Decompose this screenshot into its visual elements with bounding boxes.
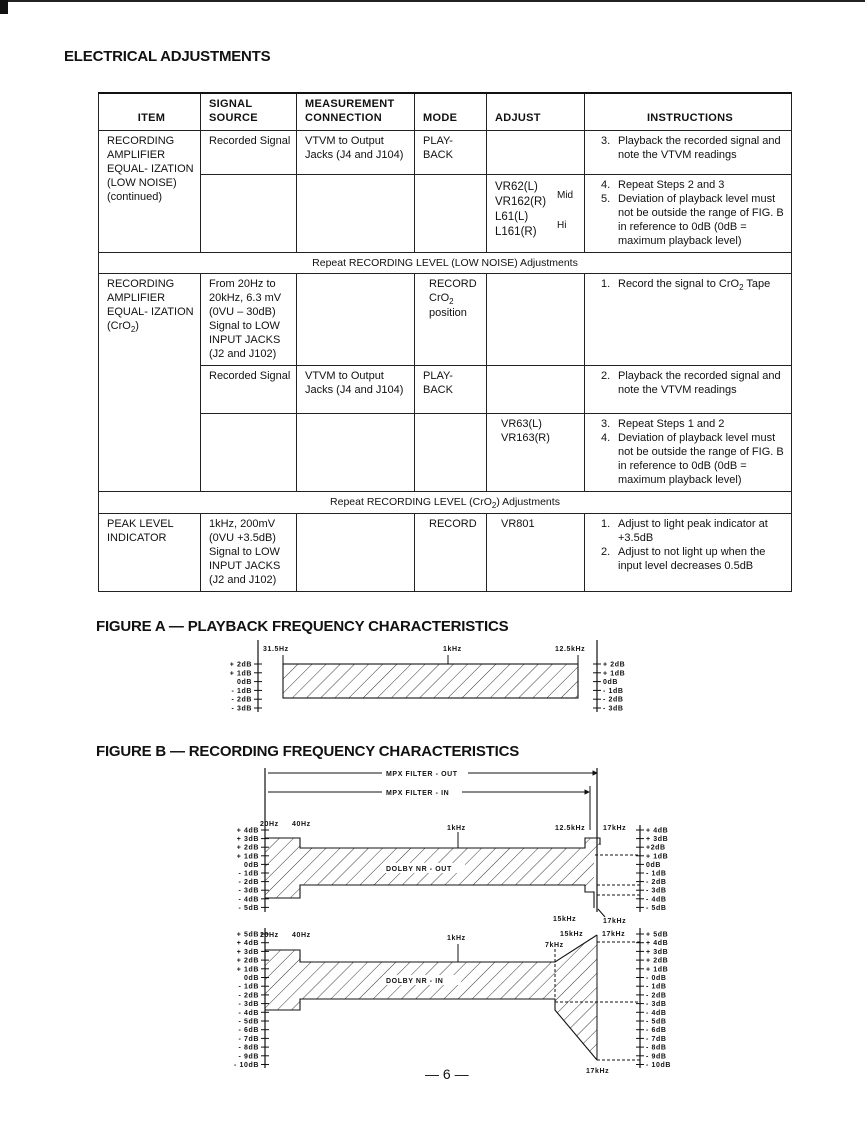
instruction-number: 1. (601, 518, 611, 530)
db-scale-label: - 5dB (646, 1018, 667, 1026)
db-scale-label: 0dB (243, 861, 259, 869)
hi-flag: Hi (557, 220, 567, 231)
repeat-subscript: 2 (491, 501, 497, 510)
mpx-out-label: MPX FILTER - OUT (386, 771, 458, 778)
db-scale-label: + 5dB (646, 931, 669, 939)
db-scale-label: - 10dB (646, 1062, 671, 1069)
db-scale-label: + 3dB (646, 948, 669, 956)
db-scale-label: - 8dB (646, 1044, 667, 1052)
db-scale-label: +2dB (646, 844, 666, 852)
db-scale-label: - 9dB (238, 1053, 259, 1061)
db-scale-label: - 2dB (238, 992, 259, 1000)
instruction-text: Deviation of playback level must not be outside the range of FIG. B in reference to 0dB (0dB = maximum playback level) (618, 193, 784, 247)
source-cell: 1kHz, 200mV (0VU +3.5dB) Signal to LOW INPUT JACKS (J2 and J102) (201, 514, 297, 592)
db-scale-label: + 1dB (236, 966, 259, 974)
db-scale-label: + 4dB (646, 940, 669, 948)
measurement-cell: VTVM to Output Jacks (J4 and J104) (297, 366, 415, 414)
header-instructions: INSTRUCTIONS (585, 93, 792, 131)
db-scale-label: - 6dB (238, 1027, 259, 1035)
fig-a-freq-label: 31.5Hz (263, 646, 289, 653)
bot-band-fill (265, 935, 597, 1060)
bot-bottom-freq: 17kHz (586, 1068, 610, 1075)
db-scale-label: - 3dB (646, 887, 667, 895)
db-scale-label: - 8dB (238, 1044, 259, 1052)
mode-text-end: position (429, 307, 467, 319)
instruction-text-end: Tape (743, 278, 771, 290)
instruction-number: 4. (601, 432, 611, 444)
measurement-cell: VTVM to Output Jacks (J4 and J104) (297, 131, 415, 175)
db-scale-label: - 1dB (238, 983, 259, 991)
db-scale-label: - 5dB (238, 904, 259, 912)
db-scale-label: + 3dB (236, 948, 259, 956)
item-text-end: ) (135, 320, 139, 332)
top-lower-limit (265, 885, 594, 908)
item-text: RECORDING AMPLIFIER EQUAL- IZATION (CrO (107, 278, 194, 332)
db-scale-label: + 1dB (646, 853, 669, 861)
instruction-subscript: 2 (739, 283, 744, 292)
instruction-text: Repeat Steps 2 and 3 (618, 179, 725, 191)
mode-subscript: 2 (449, 297, 454, 306)
figure-b-title: FIGURE B — RECORDING FREQUENCY CHARACTERISTICS (96, 743, 520, 760)
db-scale-label: - 4dB (646, 1009, 667, 1017)
db-scale-label: - 2dB (646, 879, 667, 887)
adjust-hi-coils: L61(L) L161(R) (495, 211, 537, 238)
db-scale-label: - 2dB (231, 696, 252, 704)
db-scale-label: - 2dB (646, 992, 667, 1000)
top-bottom-freq: 15kHz (553, 916, 577, 923)
db-scale-label: - 3dB (238, 1001, 259, 1009)
db-scale-label: 0dB (236, 679, 252, 687)
db-scale-label: + 3dB (236, 836, 259, 844)
fig-a-freq-label: 1kHz (443, 646, 462, 653)
repeat-text: Repeat RECORDING LEVEL (CrO (330, 496, 492, 508)
db-scale-label: - 3dB (646, 1001, 667, 1009)
db-scale-label: + 1dB (229, 670, 252, 678)
db-scale-label: - 2dB (238, 879, 259, 887)
section-title: ELECTRICAL ADJUSTMENTS (64, 48, 271, 65)
db-scale-label: 0dB (646, 861, 662, 869)
instruction-number: 3. (601, 135, 611, 147)
db-scale-label: - 2dB (603, 696, 624, 704)
mpx-in-label: MPX FILTER - IN (386, 790, 450, 797)
db-scale-label: 0dB (603, 679, 619, 687)
db-scale-label: - 4dB (238, 896, 259, 904)
page-number: — 6 — (425, 1066, 469, 1082)
item-cell: RECORDING AMPLIFIER EQUAL- IZATION (LOW NOISE) (continued) (99, 131, 201, 253)
fig-a-freq-label: 12.5kHz (555, 646, 586, 653)
db-scale-label: - 1dB (231, 687, 252, 695)
db-scale-label: - 1dB (646, 870, 667, 878)
mode-cell: PLAY- BACK (415, 366, 487, 414)
bot-freq-label: 17kHz (602, 931, 626, 938)
instruction-number: 1. (601, 278, 611, 290)
mode-text: RECORD CrO (429, 278, 477, 304)
figure-a-title: FIGURE A — PLAYBACK FREQUENCY CHARACTERISTICS (96, 618, 509, 635)
bot-lower-limit (265, 999, 597, 1060)
db-scale-label: + 1dB (646, 966, 669, 974)
mid-flag: Mid (557, 190, 574, 201)
instruction-number: 2. (601, 546, 611, 558)
db-scale-label: 0dB (243, 975, 259, 982)
top-freq-label: 12.5kHz (555, 825, 586, 832)
db-scale-label: + 4dB (646, 827, 669, 835)
db-scale-label: + 4dB (236, 827, 259, 835)
instruction-text: Repeat Steps 1 and 2 (618, 418, 725, 430)
bot-freq-label: 40Hz (292, 932, 311, 939)
repeat-text-end: ) Adjustments (496, 496, 560, 508)
db-scale-label: + 2dB (229, 661, 252, 669)
db-scale-label: + 2dB (646, 957, 669, 965)
db-scale-label: + 1dB (236, 853, 259, 861)
figure-a-chart (230, 640, 626, 713)
source-cell: From 20Hz to 20kHz, 6.3 mV (0VU – 30dB) Signal to LOW INPUT JACKS (J2 and J102) (201, 274, 297, 366)
instruction-text: Playback the recorded signal and note the VTVM readings (618, 370, 781, 396)
header-adjust: ADJUST (487, 93, 585, 131)
db-scale-label: + 3dB (646, 836, 669, 844)
adjust-text: VR63(L) VR163(R) (501, 418, 550, 444)
instruction-text: Playback the recorded signal and note the VTVM readings (618, 135, 781, 161)
header-measurement: MEASUREMENT CONNECTION (297, 93, 415, 131)
db-scale-label: + 5dB (236, 931, 259, 939)
db-scale-label: - 7dB (238, 1035, 259, 1043)
mode-cell: RECORD (415, 514, 487, 592)
fig-a-tolerance-band (283, 664, 578, 698)
bot-freq-label: 1kHz (447, 935, 466, 942)
db-scale-label: - 0dB (646, 975, 667, 982)
instruction-text: Deviation of playback level must not be outside the range of FIG. B in reference to 0dB (0dB = maximum playback level) (618, 432, 784, 486)
db-scale-label: + 2dB (236, 844, 259, 852)
bot-freq-label: 20Hz (260, 932, 279, 939)
db-scale-label: - 3dB (603, 705, 624, 713)
instruction-text: Adjust to not light up when the input level decreases 0.5dB (618, 546, 766, 572)
db-scale-label: + 4dB (236, 940, 259, 948)
db-scale-label: - 6dB (646, 1027, 667, 1035)
db-scale-label: - 4dB (238, 1009, 259, 1017)
top-freq-label: 1kHz (447, 825, 466, 832)
source-cell: Recorded Signal (201, 131, 297, 175)
instruction-text: Record the signal to CrO (618, 278, 740, 290)
instruction-number: 2. (601, 370, 611, 382)
db-scale-label: - 3dB (231, 705, 252, 713)
top-upper-limit (265, 838, 600, 848)
db-scale-label: + 2dB (603, 661, 626, 669)
instruction-number: 5. (601, 193, 611, 205)
item-cell: PEAK LEVEL INDICATOR (99, 514, 201, 592)
db-scale-label: - 7dB (646, 1035, 667, 1043)
instruction-number: 3. (601, 418, 611, 430)
db-scale-label: + 1dB (603, 670, 626, 678)
db-scale-label: - 4dB (646, 896, 667, 904)
top-freq-label: 17kHz (603, 825, 627, 832)
header-signal-source: SIGNAL SOURCE (201, 93, 297, 131)
repeat-note-low-noise: Repeat RECORDING LEVEL (LOW NOISE) Adjustments (99, 253, 792, 274)
top-pointer (598, 909, 605, 917)
db-scale-label: + 2dB (236, 957, 259, 965)
adjust-cell: VR801 (487, 514, 585, 592)
db-scale-label: - 1dB (238, 870, 259, 878)
top-freq-label: 20Hz (260, 821, 279, 828)
dolby-in-label: DOLBY NR - IN (386, 978, 444, 985)
instruction-number: 4. (601, 179, 611, 191)
top-freq-label: 40Hz (292, 821, 311, 828)
figure-b-chart (234, 768, 671, 1075)
db-scale-label: - 5dB (646, 904, 667, 912)
db-scale-label: - 1dB (646, 983, 667, 991)
top-bottom-freq: 17kHz (603, 918, 627, 925)
bot-freq-label: 7kHz (545, 942, 564, 949)
mode-cell: PLAY- BACK (415, 131, 487, 175)
db-scale-label: - 5dB (238, 1018, 259, 1026)
db-scale-label: - 9dB (646, 1053, 667, 1061)
db-scale-label: - 3dB (238, 887, 259, 895)
bot-freq-label: 15kHz (560, 931, 584, 938)
source-cell: Recorded Signal (201, 366, 297, 414)
header-item: ITEM (99, 93, 201, 131)
adjust-mid-pots: VR62(L) VR162(R) (495, 181, 547, 208)
header-mode: MODE (415, 93, 487, 131)
dolby-out-label: DOLBY NR - OUT (386, 866, 452, 873)
db-scale-label: - 10dB (234, 1062, 259, 1069)
instruction-text: Adjust to light peak indicator at +3.5dB (618, 518, 768, 544)
db-scale-label: - 1dB (603, 687, 624, 695)
item-subscript: 2 (130, 325, 136, 334)
